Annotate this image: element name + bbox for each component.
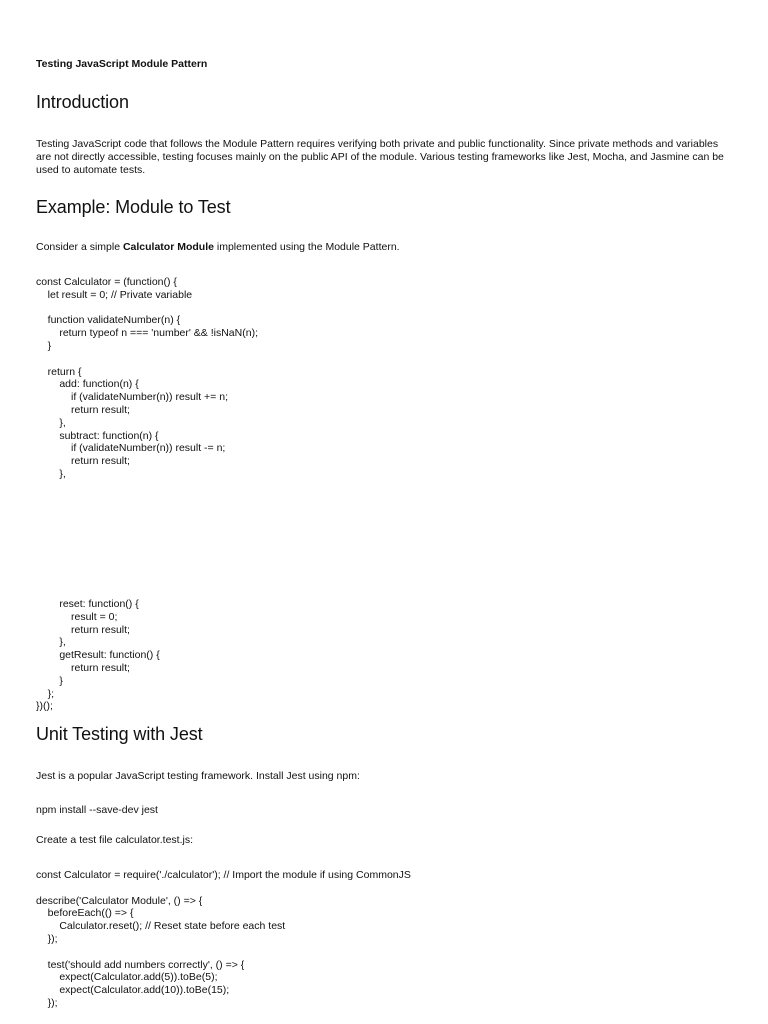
code-line: },	[36, 416, 66, 429]
code-line: const Calculator = require('./calculator'); // Import the module if using CommonJS	[36, 869, 411, 881]
jest-paragraph: Jest is a popular JavaScript testing framework. Install Jest using npm:	[36, 770, 360, 782]
code-line: const Calculator = (function() {	[36, 276, 177, 288]
code-line: })();	[36, 700, 53, 713]
install-command: npm install --save-dev jest	[36, 804, 158, 816]
code-line: Calculator.reset(); // Reset state before each test	[36, 920, 286, 933]
code-line: function validateNumber(n) {	[36, 314, 181, 327]
code-line	[36, 946, 411, 959]
code-line: return typeof n === 'number' && !isNaN(n);	[36, 327, 258, 340]
code-line: subtract: function(n) {	[36, 429, 159, 442]
module-code-block-part1	[36, 276, 258, 481]
code-line: return result;	[36, 661, 130, 674]
code-line: test('should add numbers correctly', () => {	[36, 958, 245, 971]
code-line	[36, 353, 258, 366]
example-paragraph	[36, 241, 731, 254]
code-line: });	[36, 932, 58, 945]
code-line: return {	[36, 365, 82, 378]
code-line: };	[36, 687, 55, 700]
code-line: getResult: function() {	[36, 649, 160, 662]
code-line: return result;	[36, 455, 130, 468]
module-code-block-part2	[36, 598, 160, 713]
code-line: return result;	[36, 403, 130, 416]
code-line	[36, 302, 258, 315]
code-line: },	[36, 467, 66, 480]
code-line: if (validateNumber(n)) result -= n;	[36, 442, 226, 455]
introduction-heading: Introduction	[36, 92, 129, 112]
example-text-after: implemented using the Module Pattern.	[213, 241, 400, 253]
code-line: describe('Calculator Module', () => {	[36, 894, 203, 907]
test-code-block	[36, 869, 411, 1010]
example-text-bold: Calculator Module	[122, 241, 214, 253]
code-line: },	[36, 636, 66, 649]
code-line: expect(Calculator.add(5)).toBe(5);	[36, 971, 218, 984]
code-line: }	[36, 339, 52, 352]
document-title: Testing JavaScript Module Pattern	[36, 58, 208, 70]
code-line: });	[36, 996, 58, 1009]
create-file-paragraph: Create a test file calculator.test.js:	[36, 834, 193, 846]
code-line: }	[36, 674, 63, 687]
code-line: return result;	[36, 623, 130, 636]
code-line: add: function(n) {	[36, 378, 139, 391]
example-text-before: Consider a simple	[36, 241, 123, 253]
code-line: expect(Calculator.add(10)).toBe(15);	[36, 984, 230, 997]
jest-heading: Unit Testing with Jest	[36, 724, 203, 744]
code-line: let result = 0; // Private variable	[36, 288, 193, 301]
code-line: result = 0;	[36, 610, 118, 623]
code-line: if (validateNumber(n)) result += n;	[36, 391, 228, 404]
example-heading: Example: Module to Test	[36, 197, 231, 217]
code-line: beforeEach(() => {	[36, 907, 134, 920]
code-line	[36, 882, 411, 895]
code-line: reset: function() {	[36, 598, 139, 610]
introduction-paragraph: Testing JavaScript code that follows the Module Pattern requires verifying both private and public functionality. Since private methods and variables are not directly accessible, testing focuses mainly on the public API of the module. Various testing frameworks like Jest, Mocha, and Jasmine can be used to automate tests.	[36, 138, 724, 176]
